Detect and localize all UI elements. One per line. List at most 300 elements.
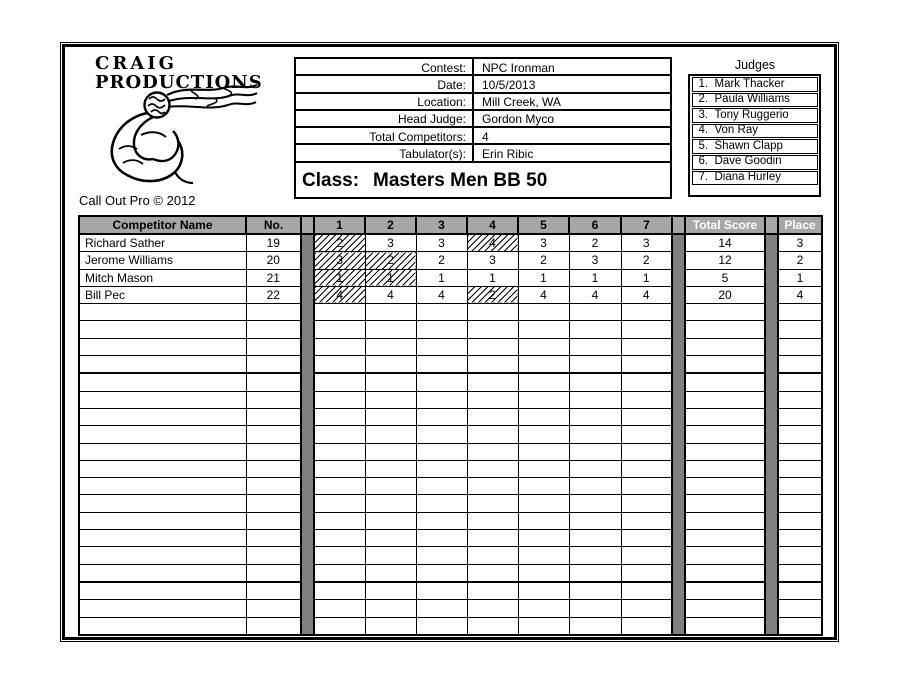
score-table-body [79, 234, 822, 635]
score-cell [569, 547, 621, 564]
score-cell [569, 460, 621, 477]
score-cell: 2 [518, 252, 569, 269]
score-cell-dropped: 3 [314, 252, 365, 269]
competitor-no-cell: 19 [246, 234, 301, 252]
judge-name: Dave Goodin [714, 155, 782, 168]
judge-name: Paula Williams [714, 93, 790, 106]
col-no: No. [246, 216, 301, 234]
competitor-no-cell [246, 512, 301, 529]
score-cell [518, 373, 569, 391]
spacer-cell [301, 460, 314, 477]
score-cell: 3 [467, 252, 518, 269]
place-cell [778, 495, 822, 512]
spacer-cell [765, 617, 778, 635]
score-cell [314, 408, 365, 425]
score-cell [518, 547, 569, 564]
col-competitor-name: Competitor Name [79, 216, 246, 234]
scoresheet-page [62, 44, 837, 640]
score-cell [314, 564, 365, 582]
competitor-no-cell [246, 356, 301, 374]
spacer-cell [301, 582, 314, 600]
spacer-cell [672, 373, 685, 391]
place-cell: 2 [778, 252, 822, 269]
spacer-cell [301, 269, 314, 286]
spacer-cell [301, 564, 314, 582]
spacer-cell [672, 408, 685, 425]
spacer-cell [301, 478, 314, 495]
score-cell [314, 547, 365, 564]
score-cell [569, 600, 621, 617]
score-cell [314, 582, 365, 600]
competitor-name-cell [79, 391, 246, 408]
score-cell [416, 304, 467, 321]
score-cell [518, 478, 569, 495]
score-cell [467, 460, 518, 477]
score-cell [518, 443, 569, 460]
contest-info-rows [296, 59, 670, 163]
score-cell-dropped: 2 [314, 234, 365, 252]
spacer-cell [765, 478, 778, 495]
score-cell [365, 547, 416, 564]
score-cell [621, 460, 672, 477]
score-cell [569, 478, 621, 495]
judge-row [692, 93, 818, 108]
score-cell [365, 478, 416, 495]
score-cell [314, 443, 365, 460]
score-cell [621, 426, 672, 443]
spacer-cell [301, 600, 314, 617]
competitor-no-cell [246, 547, 301, 564]
spacer-cell [765, 495, 778, 512]
spacer-cell [301, 252, 314, 269]
spacer-cell [672, 617, 685, 635]
score-cell [416, 478, 467, 495]
empty-table-row [79, 373, 822, 391]
total-score-cell [685, 530, 765, 547]
competitor-name-cell [79, 304, 246, 321]
score-cell [467, 373, 518, 391]
score-cell [416, 391, 467, 408]
spacer-cell [765, 443, 778, 460]
score-cell [467, 547, 518, 564]
spacer-cell [672, 600, 685, 617]
competitor-name-cell [79, 478, 246, 495]
spacer-cell [301, 286, 314, 303]
competitor-no-cell [246, 617, 301, 635]
header-row [79, 216, 822, 234]
spacer-cell [301, 373, 314, 391]
competitor-name-cell [79, 426, 246, 443]
competitor-no-cell [246, 391, 301, 408]
score-cell [467, 600, 518, 617]
spacer-cell [672, 512, 685, 529]
judge-number: 2. [698, 93, 709, 106]
score-cell [467, 582, 518, 600]
score-cell [621, 512, 672, 529]
spacer-cell [672, 495, 685, 512]
place-cell [778, 391, 822, 408]
contest-info-value: 4 [482, 129, 489, 144]
contest-info-label: Contest: [296, 59, 474, 74]
competitor-name-cell: Mitch Mason [79, 269, 246, 286]
contest-info-row [296, 76, 670, 93]
score-cell [621, 338, 672, 355]
empty-table-row [79, 321, 822, 338]
place-cell [778, 321, 822, 338]
contest-info-value: NPC Ironman [482, 60, 555, 75]
score-cell [569, 338, 621, 355]
col-place: Place [778, 216, 822, 234]
score-cell: 2 [416, 252, 467, 269]
score-cell-dropped: 1 [314, 269, 365, 286]
score-cell [467, 426, 518, 443]
place-cell [778, 460, 822, 477]
place-cell: 3 [778, 234, 822, 252]
score-cell [518, 530, 569, 547]
spacer-cell [672, 564, 685, 582]
total-score-cell [685, 391, 765, 408]
score-cell-dropped: 2 [467, 286, 518, 303]
score-table [78, 215, 823, 636]
score-cell [416, 564, 467, 582]
competitor-name-cell [79, 512, 246, 529]
spacer-cell [301, 391, 314, 408]
spacer-cell [765, 321, 778, 338]
total-score-cell: 14 [685, 234, 765, 252]
spacer-cell [765, 373, 778, 391]
score-table-wrap [78, 215, 823, 636]
competitor-no-cell [246, 426, 301, 443]
empty-table-row [79, 408, 822, 425]
table-row [79, 234, 822, 252]
score-cell-dropped: 1 [365, 269, 416, 286]
score-cell [518, 460, 569, 477]
competitor-name-cell [79, 530, 246, 547]
score-cell [365, 512, 416, 529]
spacer-cell [765, 304, 778, 321]
score-cell [621, 495, 672, 512]
class-value: Masters Men BB 50 [373, 169, 548, 191]
score-cell [314, 512, 365, 529]
total-score-cell [685, 338, 765, 355]
spacer-cell [765, 582, 778, 600]
place-cell: 4 [778, 286, 822, 303]
contest-info-value: Mill Creek, WA [482, 95, 561, 110]
total-score-cell [685, 460, 765, 477]
col-judge-2: 2 [365, 216, 416, 234]
competitor-name-cell [79, 356, 246, 374]
score-cell-dropped: 2 [365, 252, 416, 269]
score-cell [621, 547, 672, 564]
score-cell [467, 391, 518, 408]
judge-row [692, 155, 818, 170]
spacer-cell [301, 617, 314, 635]
score-cell: 3 [365, 234, 416, 252]
competitor-no-cell [246, 443, 301, 460]
competitor-no-cell [246, 530, 301, 547]
contest-info-row [296, 59, 670, 76]
contest-info-label: Date: [296, 76, 474, 91]
total-score-cell: 5 [685, 269, 765, 286]
spacer-cell [301, 338, 314, 355]
credit-line: Call Out Pro © 2012 [79, 193, 196, 208]
competitor-no-cell [246, 495, 301, 512]
score-cell [365, 408, 416, 425]
place-cell [778, 617, 822, 635]
empty-table-row [79, 304, 822, 321]
score-cell [314, 426, 365, 443]
score-cell [314, 373, 365, 391]
spacer-cell [301, 530, 314, 547]
score-cell [416, 460, 467, 477]
competitor-no-cell [246, 304, 301, 321]
score-cell [314, 617, 365, 635]
score-cell [621, 304, 672, 321]
spacer-cell [765, 460, 778, 477]
contest-info-label: Head Judge: [296, 111, 474, 126]
judge-number: 1. [698, 77, 709, 90]
score-cell [621, 391, 672, 408]
score-cell [569, 617, 621, 635]
total-score-cell [685, 426, 765, 443]
place-cell [778, 582, 822, 600]
spacer-cell [672, 443, 685, 460]
score-cell [518, 617, 569, 635]
judge-name: Shawn Clapp [714, 139, 783, 152]
col-judge-5: 5 [518, 216, 569, 234]
score-cell [621, 600, 672, 617]
score-cell [416, 356, 467, 374]
score-table-head [79, 216, 822, 234]
score-cell [569, 356, 621, 374]
empty-table-row [79, 547, 822, 564]
score-cell [416, 443, 467, 460]
score-cell [314, 478, 365, 495]
competitor-name-cell [79, 460, 246, 477]
score-cell [416, 495, 467, 512]
score-cell [467, 408, 518, 425]
score-cell [365, 426, 416, 443]
score-cell [467, 617, 518, 635]
spacer-cell [672, 269, 685, 286]
total-score-cell [685, 547, 765, 564]
place-cell [778, 408, 822, 425]
total-score-cell: 12 [685, 252, 765, 269]
total-score-cell [685, 495, 765, 512]
score-cell [467, 495, 518, 512]
score-cell: 3 [416, 234, 467, 252]
table-row [79, 286, 822, 303]
competitor-no-cell [246, 321, 301, 338]
score-cell [621, 582, 672, 600]
score-cell [518, 512, 569, 529]
score-cell: 1 [569, 269, 621, 286]
score-cell [569, 530, 621, 547]
score-cell [518, 495, 569, 512]
empty-table-row [79, 495, 822, 512]
competitor-no-cell: 20 [246, 252, 301, 269]
total-score-cell [685, 304, 765, 321]
competitor-no-cell: 22 [246, 286, 301, 303]
place-cell [778, 304, 822, 321]
score-cell [518, 391, 569, 408]
judge-row [692, 139, 818, 154]
judge-number: 6. [698, 155, 709, 168]
score-cell [416, 530, 467, 547]
score-cell-dropped: 4 [314, 286, 365, 303]
score-cell: 3 [569, 252, 621, 269]
spacer-cell [301, 234, 314, 252]
spacer-cell [672, 582, 685, 600]
competitor-name-cell: Richard Sather [79, 234, 246, 252]
judge-row [692, 171, 818, 186]
score-cell [467, 304, 518, 321]
score-cell [314, 495, 365, 512]
total-score-cell: 20 [685, 286, 765, 303]
place-cell [778, 547, 822, 564]
score-cell [314, 391, 365, 408]
score-cell [569, 512, 621, 529]
empty-table-row [79, 512, 822, 529]
score-cell [569, 426, 621, 443]
score-cell [365, 600, 416, 617]
score-cell [365, 530, 416, 547]
col-judge-4: 4 [467, 216, 518, 234]
score-cell [416, 426, 467, 443]
competitor-name-cell [79, 564, 246, 582]
score-cell [621, 617, 672, 635]
spacer-cell [672, 547, 685, 564]
score-cell [365, 373, 416, 391]
spacer-cell [765, 391, 778, 408]
score-cell [518, 426, 569, 443]
score-cell: 4 [365, 286, 416, 303]
score-cell [467, 443, 518, 460]
spacer-cell [672, 478, 685, 495]
contest-info-label: Total Competitors: [296, 128, 474, 143]
score-cell: 4 [569, 286, 621, 303]
place-cell [778, 426, 822, 443]
competitor-name-cell [79, 582, 246, 600]
score-cell [416, 617, 467, 635]
score-cell: 2 [569, 234, 621, 252]
contest-info-box [294, 57, 672, 199]
judge-name: Tony Ruggerio [714, 108, 789, 121]
score-cell [518, 600, 569, 617]
score-cell [621, 530, 672, 547]
total-score-cell [685, 443, 765, 460]
muscleman-logo-icon [71, 79, 259, 191]
logo-line2: PRODUCTIONS [95, 71, 263, 93]
spacer-cell [765, 408, 778, 425]
contest-info-row [296, 111, 670, 128]
score-cell: 3 [518, 234, 569, 252]
contest-info-label: Location: [296, 94, 474, 109]
judge-number: 5. [698, 139, 709, 152]
score-cell [518, 582, 569, 600]
empty-table-row [79, 426, 822, 443]
score-cell: 1 [467, 269, 518, 286]
spacer-col [765, 216, 778, 234]
col-judge-7: 7 [621, 216, 672, 234]
score-cell [314, 356, 365, 374]
spacer-cell [765, 338, 778, 355]
spacer-cell [672, 321, 685, 338]
score-cell [621, 478, 672, 495]
score-cell [621, 321, 672, 338]
competitor-name-cell [79, 321, 246, 338]
spacer-cell [672, 338, 685, 355]
score-cell [365, 391, 416, 408]
score-cell [416, 408, 467, 425]
spacer-cell [672, 286, 685, 303]
total-score-cell [685, 582, 765, 600]
score-cell [569, 582, 621, 600]
score-cell [518, 304, 569, 321]
judge-row [692, 77, 818, 92]
score-cell [467, 512, 518, 529]
score-cell [365, 356, 416, 374]
score-cell [569, 564, 621, 582]
score-cell [569, 321, 621, 338]
score-cell [314, 530, 365, 547]
empty-table-row [79, 391, 822, 408]
score-cell [467, 478, 518, 495]
competitor-no-cell [246, 564, 301, 582]
col-judge-6: 6 [569, 216, 621, 234]
empty-table-row [79, 617, 822, 635]
contest-info-label: Tabulator(s): [296, 145, 474, 160]
score-cell [416, 547, 467, 564]
score-cell [314, 304, 365, 321]
spacer-cell [672, 304, 685, 321]
score-cell [365, 338, 416, 355]
class-label: Class: [302, 169, 360, 191]
spacer-cell [301, 304, 314, 321]
score-cell [569, 304, 621, 321]
competitor-no-cell [246, 460, 301, 477]
score-cell: 3 [621, 234, 672, 252]
place-cell [778, 478, 822, 495]
score-cell [467, 356, 518, 374]
place-cell [778, 530, 822, 547]
spacer-cell [301, 408, 314, 425]
spacer-cell [765, 600, 778, 617]
score-cell [314, 338, 365, 355]
score-cell [569, 373, 621, 391]
spacer-cell [765, 356, 778, 374]
score-cell [518, 408, 569, 425]
score-cell [518, 338, 569, 355]
competitor-name-cell [79, 408, 246, 425]
empty-table-row [79, 564, 822, 582]
contest-info-value: Erin Ribic [482, 146, 534, 161]
place-cell [778, 338, 822, 355]
score-cell [569, 495, 621, 512]
competitor-name-cell [79, 373, 246, 391]
judge-number: 7. [698, 171, 709, 184]
total-score-cell [685, 356, 765, 374]
competitor-no-cell [246, 373, 301, 391]
score-cell: 1 [621, 269, 672, 286]
contest-info-row [296, 94, 670, 111]
place-cell [778, 600, 822, 617]
spacer-col [301, 216, 314, 234]
empty-table-row [79, 530, 822, 547]
empty-table-row [79, 478, 822, 495]
spacer-cell [765, 269, 778, 286]
spacer-cell [301, 321, 314, 338]
